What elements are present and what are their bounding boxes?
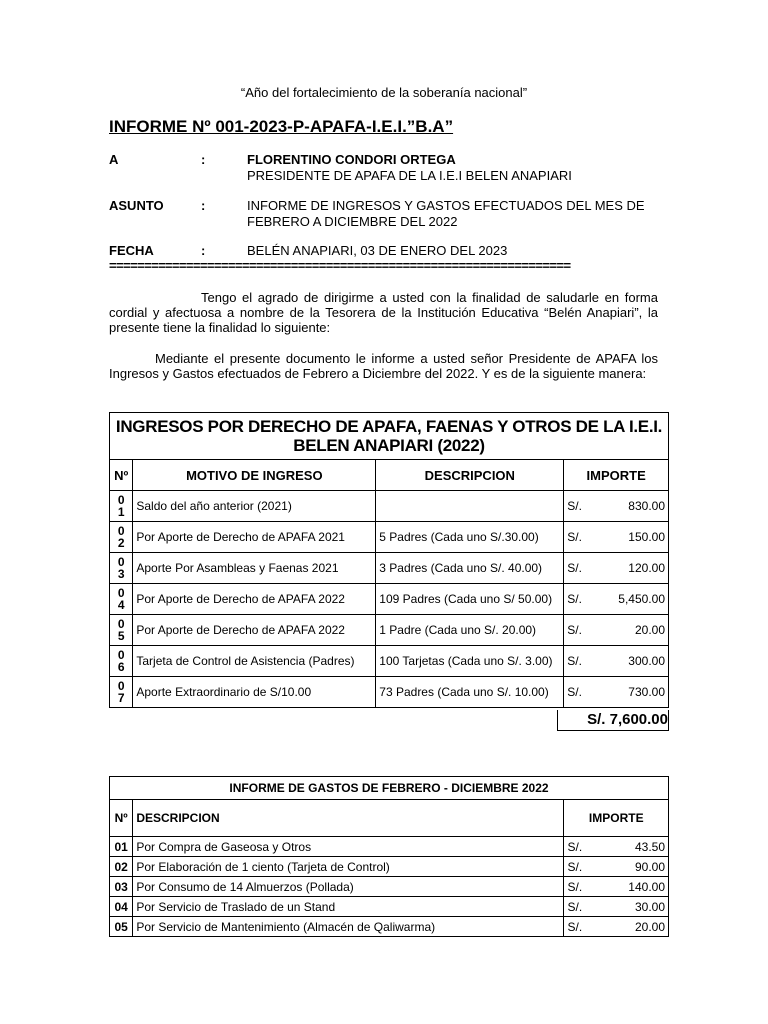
row-importe: S/. 43.50 — [564, 837, 669, 857]
subject-value: INFORME DE INGRESOS Y GASTOS EFECTUADOS DEL MES DE FEBRERO A DICIEMBRE DEL 2022 — [247, 198, 645, 229]
field-label: A — [109, 152, 119, 167]
row-number: 0 6 — [110, 646, 133, 677]
paragraph-greeting: Tengo el agrado de dirigirme a usted con la finalidad de saludarle en forma cordial y afectuosa a nombre de la Tesorera de la Institución Educativa “Belén Anapiari”, la presente tiene la finalidad lo siguiente: — [109, 290, 658, 335]
income-table-header — [110, 460, 669, 491]
row-motivo: Saldo del año anterior (2021) — [133, 491, 376, 522]
row-number: 0 7 — [110, 677, 133, 708]
table-row — [110, 584, 669, 615]
paragraph-intro: Mediante el presente documento le informe a usted señor Presidente de APAFA los Ingresos y Gastos efectuados de Febrero a Diciembre del 2022. Y es de la siguiente manera: — [109, 351, 658, 381]
separator-line: ================================================================== — [109, 258, 571, 273]
table-row — [110, 857, 669, 877]
row-importe: S/. 30.00 — [564, 897, 669, 917]
income-total: S/. 7,600.00 — [557, 710, 669, 731]
field-colon: : — [201, 243, 206, 258]
row-number: 02 — [110, 857, 133, 877]
table-row — [110, 553, 669, 584]
income-table — [109, 412, 669, 708]
table-row — [110, 877, 669, 897]
row-descripcion: Por Servicio de Traslado de un Stand — [133, 897, 564, 917]
table-row — [110, 615, 669, 646]
recipient-role: PRESIDENTE DE APAFA DE LA I.E.I BELEN ANAPIARI — [247, 168, 572, 183]
table-row — [110, 917, 669, 937]
col-motivo: MOTIVO DE INGRESO — [133, 460, 376, 491]
col-descripcion: DESCRIPCION — [376, 460, 564, 491]
row-importe: S/. 140.00 — [564, 877, 669, 897]
row-descripcion: 109 Padres (Cada uno S/ 50.00) — [376, 584, 564, 615]
row-number: 0 1 — [110, 491, 133, 522]
expense-table — [109, 776, 669, 937]
row-importe: S/. 300.00 — [564, 646, 669, 677]
row-descripcion — [376, 491, 564, 522]
row-importe: S/. 150.00 — [564, 522, 669, 553]
table-row — [110, 491, 669, 522]
row-descripcion: 100 Tarjetas (Cada uno S/. 3.00) — [376, 646, 564, 677]
field-value — [247, 152, 667, 184]
row-motivo: Por Aporte de Derecho de APAFA 2021 — [133, 522, 376, 553]
row-descripcion: Por Compra de Gaseosa y Otros — [133, 837, 564, 857]
row-importe: S/. 20.00 — [564, 917, 669, 937]
row-importe: S/. 830.00 — [564, 491, 669, 522]
col-descripcion: DESCRIPCION — [133, 800, 564, 837]
row-descripcion: Por Elaboración de 1 ciento (Tarjeta de Control) — [133, 857, 564, 877]
row-descripcion: 3 Padres (Cada uno S/. 40.00) — [376, 553, 564, 584]
row-number: 0 2 — [110, 522, 133, 553]
table-row — [110, 646, 669, 677]
row-importe: S/. 5,450.00 — [564, 584, 669, 615]
row-number: 04 — [110, 897, 133, 917]
year-motto: “Año del fortalecimiento de la soberanía nacional” — [240, 85, 528, 100]
row-number: 0 4 — [110, 584, 133, 615]
row-importe: S/. 90.00 — [564, 857, 669, 877]
recipient-name: FLORENTINO CONDORI ORTEGA — [247, 152, 456, 167]
row-motivo: Aporte Extraordinario de S/10.00 — [133, 677, 376, 708]
row-descripcion: 5 Padres (Cada uno S/.30.00) — [376, 522, 564, 553]
col-importe: IMPORTE — [564, 800, 669, 837]
row-motivo: Aporte Por Asambleas y Faenas 2021 — [133, 553, 376, 584]
row-motivo: Por Aporte de Derecho de APAFA 2022 — [133, 584, 376, 615]
row-number: 01 — [110, 837, 133, 857]
row-importe: S/. 730.00 — [564, 677, 669, 708]
row-descripcion: 1 Padre (Cada uno S/. 20.00) — [376, 615, 564, 646]
row-number: 0 5 — [110, 615, 133, 646]
expense-table-caption: INFORME DE GASTOS DE FEBRERO - DICIEMBRE 2022 — [110, 777, 669, 800]
row-motivo: Tarjeta de Control de Asistencia (Padres) — [133, 646, 376, 677]
report-title: INFORME Nº 001-2023-P-APAFA-I.E.I.”B.A” — [109, 117, 454, 136]
table-row — [110, 897, 669, 917]
row-number: 0 3 — [110, 553, 133, 584]
date-value: BELÉN ANAPIARI, 03 DE ENERO DEL 2023 — [247, 243, 508, 258]
field-label: FECHA — [109, 243, 154, 258]
col-number: Nº — [110, 800, 133, 837]
row-importe: S/. 120.00 — [564, 553, 669, 584]
col-number: Nº — [110, 460, 133, 491]
income-table-caption: INGRESOS POR DERECHO DE APAFA, FAENAS Y OTROS DE LA I.E.I. BELEN ANAPIARI (2022) — [110, 413, 669, 460]
expense-table-header — [110, 800, 669, 837]
row-importe: S/. 20.00 — [564, 615, 669, 646]
row-motivo: Por Aporte de Derecho de APAFA 2022 — [133, 615, 376, 646]
row-number: 05 — [110, 917, 133, 937]
field-label: ASUNTO — [109, 198, 164, 213]
row-descripcion: Por Servicio de Mantenimiento (Almacén de Qaliwarma) — [133, 917, 564, 937]
col-importe: IMPORTE — [564, 460, 669, 491]
field-colon: : — [201, 152, 206, 167]
row-descripcion: Por Consumo de 14 Almuerzos (Pollada) — [133, 877, 564, 897]
row-descripcion: 73 Padres (Cada uno S/. 10.00) — [376, 677, 564, 708]
table-row — [110, 522, 669, 553]
table-row — [110, 837, 669, 857]
field-colon: : — [201, 198, 206, 213]
row-number: 03 — [110, 877, 133, 897]
table-row — [110, 677, 669, 708]
